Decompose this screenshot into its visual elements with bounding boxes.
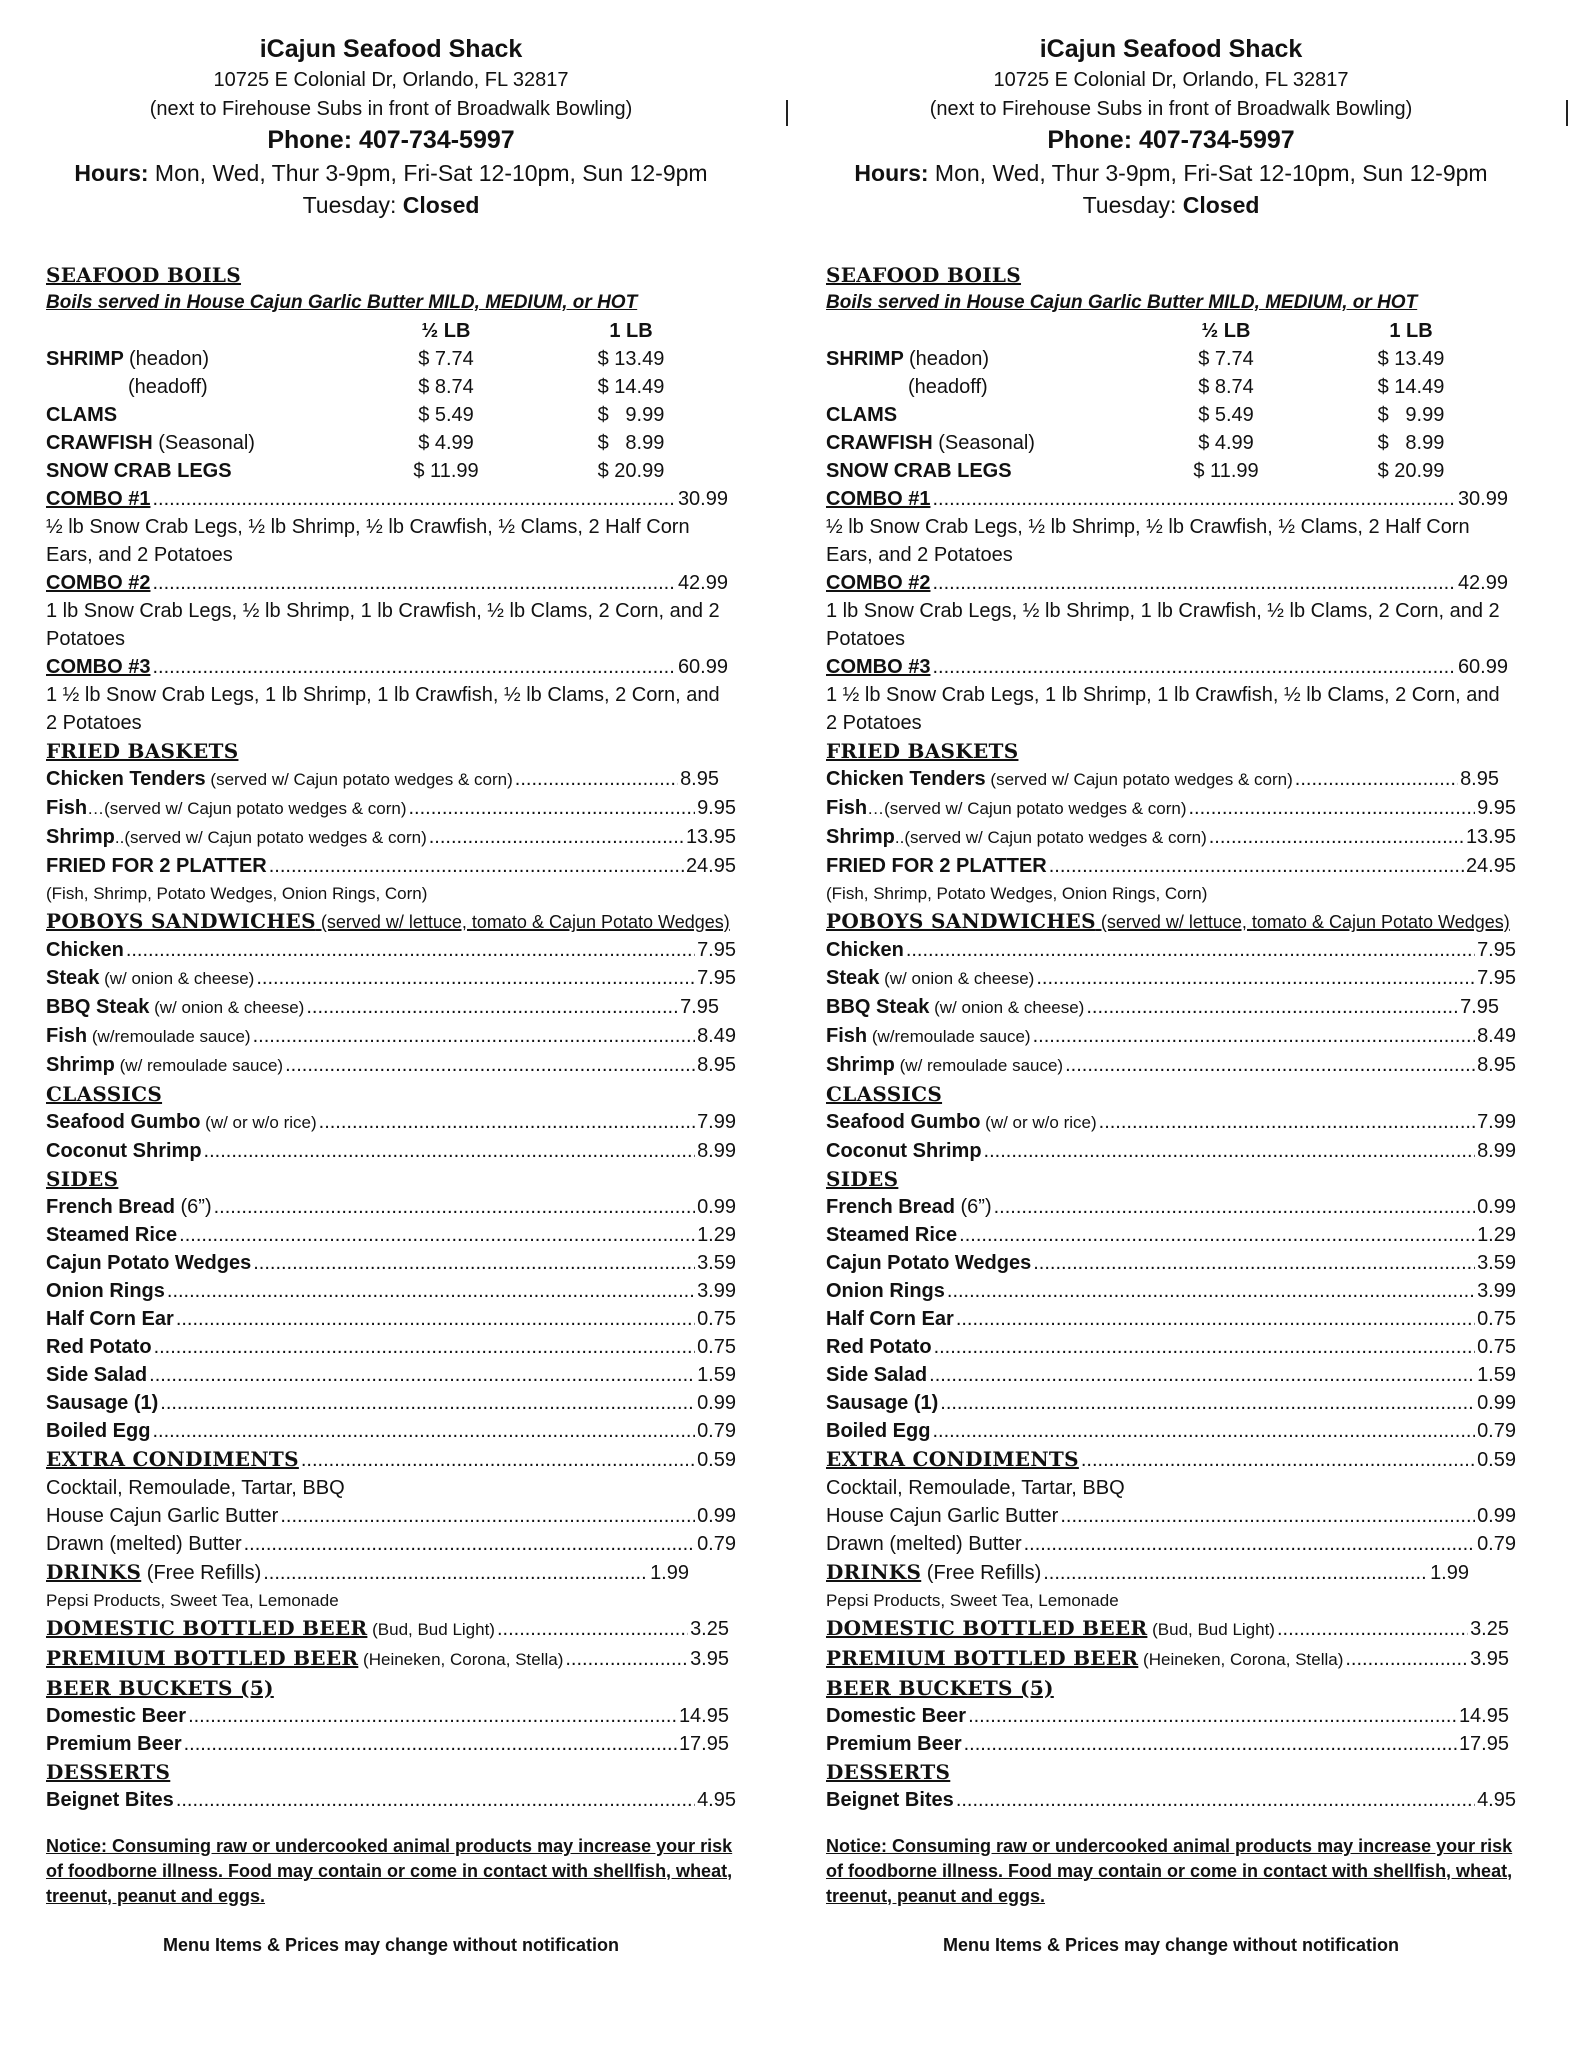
column-divider bbox=[786, 100, 788, 126]
menu-item: Shrimp (w/ remoulade sauce) ..... 8.95 bbox=[46, 1051, 736, 1080]
restaurant-hours bbox=[826, 157, 1516, 189]
section-title-condiments: EXTRA CONDIMENTS ..... 0.59 bbox=[46, 1445, 736, 1474]
section-title-seafood-boils: SEAFOOD BOILS bbox=[826, 263, 1022, 287]
menu-item: Steamed Rice ..... 1.29 bbox=[826, 1221, 1516, 1249]
menu-item: Onion Rings ..... 3.99 bbox=[46, 1277, 736, 1305]
tuesday-hours bbox=[46, 189, 736, 221]
section-title-fried-baskets: FRIED BASKETS bbox=[826, 739, 1019, 763]
boil-item-name: SNOW CRAB LEGS bbox=[46, 460, 232, 482]
section-title-seafood-boils: SEAFOOD BOILS bbox=[46, 263, 242, 287]
restaurant-landmark: (next to Firehouse Subs in front of Broadwalk Bowling) bbox=[929, 98, 1413, 120]
restaurant-name: iCajun Seafood Shack bbox=[259, 35, 523, 63]
menu-item: Shrimp..(served w/ Cajun potato wedges & corn) ..... 13.95 bbox=[826, 823, 1516, 852]
boil-item-name: CRAWFISH (Seasonal) bbox=[46, 432, 255, 454]
menu-item: Boiled Egg ..... 0.79 bbox=[826, 1417, 1516, 1445]
menu-item: Red Potato ..... 0.75 bbox=[46, 1333, 736, 1361]
menu-item: Drawn (melted) Butter ..... 0.79 bbox=[826, 1530, 1516, 1558]
combo-row: COMBO #3 ..... 60.99 bbox=[826, 653, 1508, 681]
condiments-list: Cocktail, Remoulade, Tartar, BBQ bbox=[46, 1477, 345, 1499]
menu-item: Chicken Tenders (served w/ Cajun potato wedges & corn) ..... 8.95 bbox=[826, 765, 1499, 794]
restaurant-hours bbox=[46, 157, 736, 189]
price-change-footer: Menu Items & Prices may change without notification bbox=[942, 1935, 1400, 1955]
boil-price-half: $ 8.74 bbox=[418, 376, 474, 398]
menu-item: Shrimp..(served w/ Cajun potato wedges & corn) ..... 13.95 bbox=[46, 823, 736, 852]
boil-price-half: $ 7.74 bbox=[1198, 348, 1254, 370]
hours-text: Mon, Wed, Thur 3-9pm, Fri-Sat 12-10pm, Sun 12-9pm bbox=[154, 160, 708, 186]
section-title-domestic-beer: DOMESTIC BOTTLED BEER (Bud, Bud Light) ..... 3.25 bbox=[826, 1614, 1509, 1644]
menu-item: Cajun Potato Wedges ..... 3.59 bbox=[826, 1249, 1516, 1277]
hours-label: Hours: bbox=[74, 160, 149, 186]
menu-column-left bbox=[46, 32, 736, 1956]
menu-item: Side Salad ..... 1.59 bbox=[826, 1361, 1516, 1389]
menu-column-right bbox=[826, 32, 1516, 1956]
restaurant-landmark: (next to Firehouse Subs in front of Broadwalk Bowling) bbox=[149, 98, 633, 120]
menu-item: Fish (w/remoulade sauce) ..... 8.49 bbox=[826, 1022, 1516, 1051]
section-title-poboys: POBOYS SANDWICHES (served w/ lettuce, tomato & Cajun Potato Wedges) bbox=[826, 909, 1510, 933]
drinks-description: Pepsi Products, Sweet Tea, Lemonade bbox=[826, 1591, 1119, 1610]
boil-price-one: $ 20.99 bbox=[597, 460, 665, 482]
combo-description: 1 lb Snow Crab Legs, ½ lb Shrimp, 1 lb Crawfish, ½ lb Clams, 2 Corn, and 2 Potatoes bbox=[46, 600, 720, 650]
restaurant-address: 10725 E Colonial Dr, Orlando, FL 32817 bbox=[993, 69, 1349, 91]
boils-price-table bbox=[46, 317, 736, 485]
menu-item: Chicken ..... 7.95 bbox=[826, 936, 1516, 964]
allergy-notice: Notice: Consuming raw or undercooked animal products may increase your risk of foodborne illness. Food may contain or come in contact with shellfish, wheat, treenut, peanut and eggs. bbox=[826, 1836, 1513, 1906]
combo-description: 1 ½ lb Snow Crab Legs, 1 lb Shrimp, 1 lb Crawfish, ½ lb Clams, 2 Corn, and 2 Potatoes bbox=[826, 684, 1500, 734]
section-title-poboys: POBOYS SANDWICHES (served w/ lettuce, tomato & Cajun Potato Wedges) bbox=[46, 909, 730, 933]
col-header-one-lb: 1 LB bbox=[609, 320, 653, 342]
restaurant-phone: Phone: 407-734-5997 bbox=[267, 126, 515, 154]
section-title-drinks: DRINKS (Free Refills) ..... 1.99 bbox=[46, 1558, 689, 1587]
menu-item: Sausage (1) ..... 0.99 bbox=[46, 1389, 736, 1417]
boil-price-half: $ 8.74 bbox=[1198, 376, 1254, 398]
boil-item-name: CRAWFISH (Seasonal) bbox=[826, 432, 1035, 454]
menu-item: Fish…(served w/ Cajun potato wedges & corn) ..... 9.95 bbox=[46, 794, 736, 823]
menu-item: Beignet Bites ..... 4.95 bbox=[826, 1786, 1516, 1814]
menu-item: Seafood Gumbo (w/ or w/o rice) ..... 7.99 bbox=[46, 1108, 736, 1137]
menu-item: Red Potato ..... 0.75 bbox=[826, 1333, 1516, 1361]
section-title-desserts: DESSERTS bbox=[46, 1760, 171, 1784]
price-change-footer: Menu Items & Prices may change without notification bbox=[162, 1935, 620, 1955]
menu-item: Sausage (1) ..... 0.99 bbox=[826, 1389, 1516, 1417]
boil-item-name: (headoff) bbox=[128, 376, 208, 398]
table-header-blank bbox=[46, 317, 366, 345]
combo-row: COMBO #2 ..... 42.99 bbox=[46, 569, 728, 597]
menu-item: House Cajun Garlic Butter ..... 0.99 bbox=[46, 1502, 736, 1530]
menu-item: Steak (w/ onion & cheese) ..... 7.95 bbox=[826, 964, 1516, 993]
menu-item: Shrimp (w/ remoulade sauce) ..... 8.95 bbox=[826, 1051, 1516, 1080]
menu-body bbox=[46, 261, 736, 1956]
hours-label: Hours: bbox=[854, 160, 929, 186]
menu-item: BBQ Steak (w/ onion & cheese) ..... 7.95 bbox=[46, 993, 719, 1022]
menu-item: Drawn (melted) Butter ..... 0.79 bbox=[46, 1530, 736, 1558]
boil-price-one: $ 8.99 bbox=[597, 432, 665, 454]
menu-item: Coconut Shrimp ..... 8.99 bbox=[826, 1137, 1516, 1165]
menu-item: Steak (w/ onion & cheese) ..... 7.95 bbox=[46, 964, 736, 993]
boil-price-one: $ 14.49 bbox=[1377, 376, 1445, 398]
column-divider bbox=[1566, 100, 1568, 126]
menu-item: French Bread (6”) ..... 0.99 bbox=[46, 1193, 736, 1221]
boil-item-name: SNOW CRAB LEGS bbox=[826, 460, 1012, 482]
menu-body bbox=[826, 261, 1516, 1956]
section-title-premium-beer: PREMIUM BOTTLED BEER (Heineken, Corona, Stella) ..... 3.95 bbox=[826, 1644, 1509, 1674]
drinks-description: Pepsi Products, Sweet Tea, Lemonade bbox=[46, 1591, 339, 1610]
tuesday-value: Closed bbox=[1182, 192, 1260, 218]
restaurant-address: 10725 E Colonial Dr, Orlando, FL 32817 bbox=[213, 69, 569, 91]
section-title-beer-buckets: BEER BUCKETS (5) bbox=[826, 1676, 1054, 1700]
menu-item: FRIED FOR 2 PLATTER ..... 24.95 bbox=[46, 852, 736, 880]
menu-header bbox=[46, 32, 736, 221]
tuesday-hours bbox=[826, 189, 1516, 221]
menu-item: Domestic Beer ..... 14.95 bbox=[46, 1702, 729, 1730]
section-title-drinks: DRINKS (Free Refills) ..... 1.99 bbox=[826, 1558, 1469, 1587]
combo-description: ½ lb Snow Crab Legs, ½ lb Shrimp, ½ lb Crawfish, ½ Clams, 2 Half Corn Ears, and 2 Potatoes bbox=[46, 516, 690, 566]
menu-item: Premium Beer ..... 17.95 bbox=[826, 1730, 1509, 1758]
section-title-premium-beer: PREMIUM BOTTLED BEER (Heineken, Corona, Stella) ..... 3.95 bbox=[46, 1644, 729, 1674]
menu-item: BBQ Steak (w/ onion & cheese) ..... 7.95 bbox=[826, 993, 1499, 1022]
menu-item: Domestic Beer ..... 14.95 bbox=[826, 1702, 1509, 1730]
combo-description: ½ lb Snow Crab Legs, ½ lb Shrimp, ½ lb Crawfish, ½ Clams, 2 Half Corn Ears, and 2 Potatoes bbox=[826, 516, 1470, 566]
section-title-classics: CLASSICS bbox=[826, 1082, 943, 1106]
boil-price-half: $ 7.74 bbox=[418, 348, 474, 370]
menu-item: French Bread (6”) ..... 0.99 bbox=[826, 1193, 1516, 1221]
section-title-desserts: DESSERTS bbox=[826, 1760, 951, 1784]
menu-item: FRIED FOR 2 PLATTER ..... 24.95 bbox=[826, 852, 1516, 880]
section-title-fried-baskets: FRIED BASKETS bbox=[46, 739, 239, 763]
section-title-condiments: EXTRA CONDIMENTS ..... 0.59 bbox=[826, 1445, 1516, 1474]
boil-price-half: $ 4.99 bbox=[1198, 432, 1254, 454]
boil-price-one: $ 9.99 bbox=[1377, 404, 1445, 426]
combo-description: 1 ½ lb Snow Crab Legs, 1 lb Shrimp, 1 lb Crawfish, ½ lb Clams, 2 Corn, and 2 Potatoes bbox=[46, 684, 720, 734]
boil-item-name: CLAMS bbox=[46, 404, 118, 426]
boil-price-half: $ 5.49 bbox=[418, 404, 474, 426]
boil-price-half: $ 5.49 bbox=[1198, 404, 1254, 426]
boil-price-half: $ 4.99 bbox=[418, 432, 474, 454]
boil-item-name: (headoff) bbox=[908, 376, 988, 398]
combo-description: 1 lb Snow Crab Legs, ½ lb Shrimp, 1 lb Crawfish, ½ lb Clams, 2 Corn, and 2 Potatoes bbox=[826, 600, 1500, 650]
condiments-list: Cocktail, Remoulade, Tartar, BBQ bbox=[826, 1477, 1125, 1499]
combo-row: COMBO #1 ..... 30.99 bbox=[826, 485, 1508, 513]
col-header-one-lb: 1 LB bbox=[1389, 320, 1433, 342]
menu-item: Chicken Tenders (served w/ Cajun potato wedges & corn) ..... 8.95 bbox=[46, 765, 719, 794]
tuesday-label: Tuesday: bbox=[302, 192, 397, 218]
hours-text: Mon, Wed, Thur 3-9pm, Fri-Sat 12-10pm, Sun 12-9pm bbox=[934, 160, 1488, 186]
menu-item: Onion Rings ..... 3.99 bbox=[826, 1277, 1516, 1305]
boil-price-half: $ 11.99 bbox=[1193, 460, 1259, 482]
boil-item-name: SHRIMP (headon) bbox=[46, 348, 210, 370]
menu-item: Coconut Shrimp ..... 8.99 bbox=[46, 1137, 736, 1165]
menu-header bbox=[826, 32, 1516, 221]
col-header-half-lb: ½ LB bbox=[421, 320, 471, 342]
boils-price-table bbox=[826, 317, 1516, 485]
table-header-blank bbox=[826, 317, 1146, 345]
tuesday-label: Tuesday: bbox=[1082, 192, 1177, 218]
menu-item: Half Corn Ear ..... 0.75 bbox=[46, 1305, 736, 1333]
platter-description: (Fish, Shrimp, Potato Wedges, Onion Rings, Corn) bbox=[46, 884, 428, 903]
boil-item-name: SHRIMP (headon) bbox=[826, 348, 990, 370]
boil-item-name: CLAMS bbox=[826, 404, 898, 426]
menu-item: Side Salad ..... 1.59 bbox=[46, 1361, 736, 1389]
section-title-beer-buckets: BEER BUCKETS (5) bbox=[46, 1676, 274, 1700]
restaurant-name: iCajun Seafood Shack bbox=[1039, 35, 1303, 63]
section-title-sides: SIDES bbox=[826, 1167, 899, 1191]
boils-note: Boils served in House Cajun Garlic Butter MILD, MEDIUM, or HOT bbox=[46, 292, 638, 313]
col-header-half-lb: ½ LB bbox=[1201, 320, 1251, 342]
boil-price-one: $ 8.99 bbox=[1377, 432, 1445, 454]
menu-item: Seafood Gumbo (w/ or w/o rice) ..... 7.99 bbox=[826, 1108, 1516, 1137]
section-title-classics: CLASSICS bbox=[46, 1082, 163, 1106]
menu-item: Fish (w/remoulade sauce) ..... 8.49 bbox=[46, 1022, 736, 1051]
section-title-domestic-beer: DOMESTIC BOTTLED BEER (Bud, Bud Light) ..... 3.25 bbox=[46, 1614, 729, 1644]
combo-row: COMBO #1 ..... 30.99 bbox=[46, 485, 728, 513]
boil-price-one: $ 9.99 bbox=[597, 404, 665, 426]
boil-price-one: $ 20.99 bbox=[1377, 460, 1445, 482]
restaurant-phone: Phone: 407-734-5997 bbox=[1047, 126, 1295, 154]
menu-item: Fish…(served w/ Cajun potato wedges & corn) ..... 9.95 bbox=[826, 794, 1516, 823]
menu-item: Premium Beer ..... 17.95 bbox=[46, 1730, 729, 1758]
combo-row: COMBO #3 ..... 60.99 bbox=[46, 653, 728, 681]
menu-item: Steamed Rice ..... 1.29 bbox=[46, 1221, 736, 1249]
platter-description: (Fish, Shrimp, Potato Wedges, Onion Rings, Corn) bbox=[826, 884, 1208, 903]
allergy-notice: Notice: Consuming raw or undercooked animal products may increase your risk of foodborne illness. Food may contain or come in contact with shellfish, wheat, treenut, peanut and eggs. bbox=[46, 1836, 733, 1906]
boil-price-one: $ 13.49 bbox=[597, 348, 665, 370]
boil-price-one: $ 14.49 bbox=[597, 376, 665, 398]
combo-row: COMBO #2 ..... 42.99 bbox=[826, 569, 1508, 597]
section-title-sides: SIDES bbox=[46, 1167, 119, 1191]
menu-item: Cajun Potato Wedges ..... 3.59 bbox=[46, 1249, 736, 1277]
menu-item: House Cajun Garlic Butter ..... 0.99 bbox=[826, 1502, 1516, 1530]
menu-item: Half Corn Ear ..... 0.75 bbox=[826, 1305, 1516, 1333]
menu-item: Boiled Egg ..... 0.79 bbox=[46, 1417, 736, 1445]
boil-price-half: $ 11.99 bbox=[413, 460, 479, 482]
boil-price-one: $ 13.49 bbox=[1377, 348, 1445, 370]
tuesday-value: Closed bbox=[402, 192, 480, 218]
menu-item: Chicken ..... 7.95 bbox=[46, 936, 736, 964]
menu-item: Beignet Bites ..... 4.95 bbox=[46, 1786, 736, 1814]
boils-note: Boils served in House Cajun Garlic Butter MILD, MEDIUM, or HOT bbox=[826, 292, 1418, 313]
